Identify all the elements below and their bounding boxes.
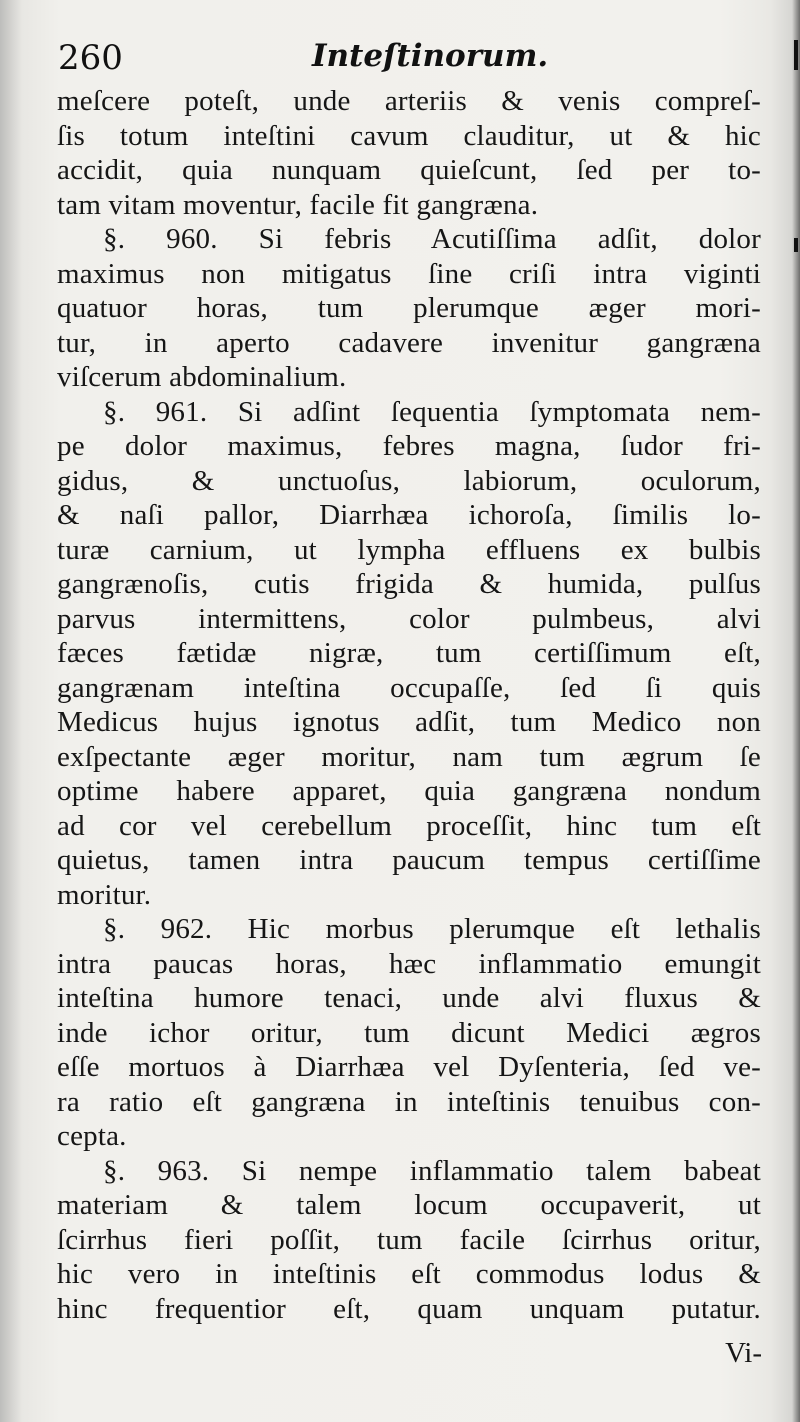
text-line: ra ratio eſt gangræna in inteſtinis tenuibus con- bbox=[57, 1085, 761, 1118]
page-header bbox=[58, 38, 758, 90]
text-line: quatuor horas, tum plerumque æger mori- bbox=[57, 292, 761, 324]
text-line: intra paucas horas, hæc inflammatio emungit bbox=[57, 947, 761, 980]
text-line: gangrænoſis, cutis frigida & humida, pulſus bbox=[57, 568, 761, 600]
text-line: inde ichor oritur, tum dicunt Medici ægros bbox=[57, 1016, 761, 1049]
text-line: & naſi pallor, Diarrhæa ichoroſa, ſimilis lo- bbox=[57, 499, 761, 531]
page-edge-shadow bbox=[792, 0, 800, 1422]
page-number: 260 bbox=[58, 38, 123, 78]
text-line: quietus, tamen intra paucum tempus certiſſime bbox=[57, 844, 761, 876]
text-line: accidit, quia nunquam quieſcunt, ſed per to- bbox=[57, 154, 761, 186]
text-line: maximus non mitigatus ſine criſi intra viginti bbox=[57, 257, 761, 290]
paragraph-960-start: §. 960. Si febris Acutiſſima adſit, dolor bbox=[103, 223, 761, 255]
text-line: hic vero in inteſtinis eſt commodus lodus & bbox=[57, 1258, 761, 1290]
running-head: Inteſtinorum. bbox=[312, 38, 549, 74]
paragraph-962-start: §. 962. Hic morbus plerumque eſt lethalis bbox=[103, 913, 761, 945]
text-line: tur, in aperto cadavere invenitur gangræna bbox=[57, 326, 761, 359]
text-line: inteſtina humore tenaci, unde alvi fluxus & bbox=[57, 982, 761, 1014]
text-line: cepta. bbox=[57, 1120, 127, 1152]
text-line: meſcere poteſt, unde arteriis & venis compreſ- bbox=[57, 85, 761, 117]
text-line: tam vitam moventur, facile fit gangræna. bbox=[57, 188, 539, 221]
edge-ink-mark bbox=[794, 40, 798, 70]
text-line: Medicus hujus ignotus adſit, tum Medico non bbox=[57, 706, 761, 738]
text-line: moritur. bbox=[57, 878, 152, 911]
text-line: fæces fætidæ nigræ, tum certiſſimum eſt, bbox=[57, 637, 761, 669]
text-line: gangrænam inteſtina occupaſſe, ſed ſi quis bbox=[57, 671, 761, 704]
text-line: gidus, & unctuoſus, labiorum, oculorum, bbox=[57, 464, 761, 497]
text-line: hinc frequentior eſt, quam unquam putatur. bbox=[57, 1292, 761, 1325]
text-line: exſpectante æger moritur, nam tum ægrum ſe bbox=[57, 740, 761, 773]
text-line: ſcirrhus fieri poſſit, tum facile ſcirrhus oritur, bbox=[57, 1223, 761, 1256]
text-line: parvus intermittens, color pulmbeus, alvi bbox=[57, 602, 761, 635]
edge-ink-mark bbox=[794, 238, 798, 252]
body-text bbox=[57, 84, 761, 1326]
catchword: Vi- bbox=[725, 1337, 762, 1369]
text-line: materiam & talem locum occupaverit, ut bbox=[57, 1189, 761, 1221]
text-line: viſcerum abdominalium. bbox=[57, 361, 347, 393]
text-line: pe dolor maximus, febres magna, ſudor fri- bbox=[57, 430, 761, 462]
paragraph-961-start: §. 961. Si adſint ſequentia ſymptomata nem- bbox=[103, 395, 761, 428]
paragraph-963-start: §. 963. Si nempe inflammatio talem babeat bbox=[103, 1154, 761, 1187]
text-line: eſſe mortuos à Diarrhæa vel Dyſenteria, ſed ve- bbox=[57, 1051, 761, 1083]
text-line: ad cor vel cerebellum proceſſit, hinc tum eſt bbox=[57, 809, 761, 842]
text-line: optime habere apparet, quia gangræna nondum bbox=[57, 775, 761, 807]
text-line: ſis totum inteſtini cavum clauditur, ut & hic bbox=[57, 119, 761, 152]
text-line: turæ carnium, ut lympha effluens ex bulbis bbox=[57, 533, 761, 566]
